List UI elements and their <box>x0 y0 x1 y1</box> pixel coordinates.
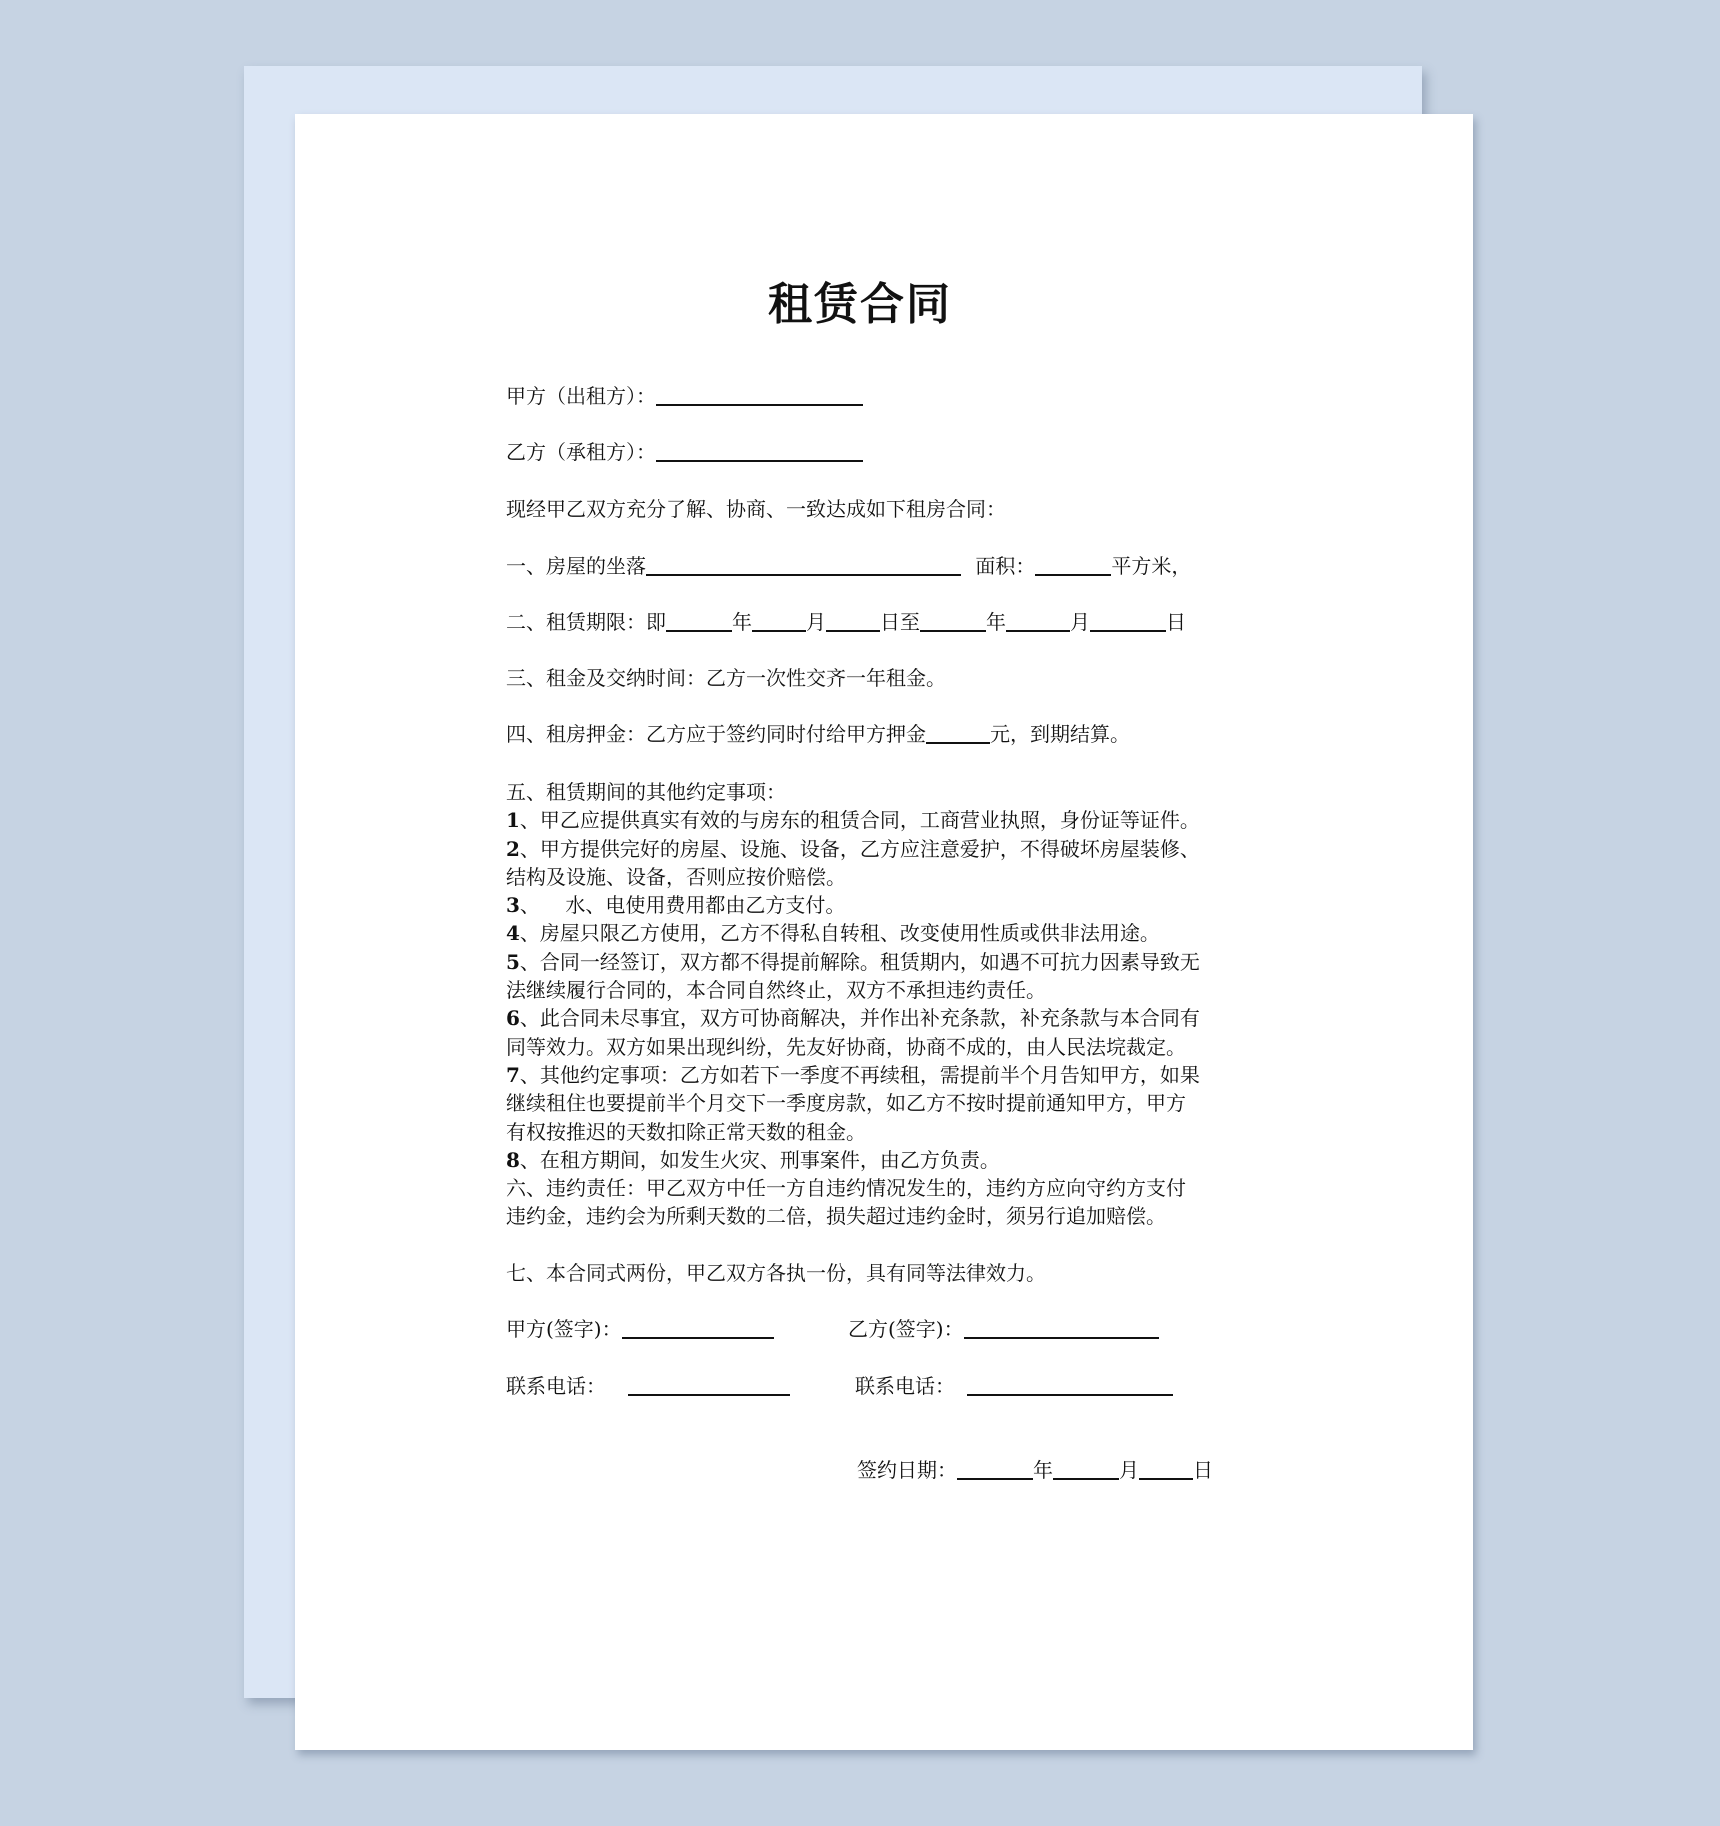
party-a-phone-blank[interactable] <box>628 1374 790 1396</box>
start-day-blank[interactable] <box>826 610 880 632</box>
list-item-continued: 同等效力。双方如果出现纠纷，先友好协商，协商不成的，由人民法垸裁定。 <box>506 1034 1186 1059</box>
area-label: 面积： <box>975 554 1036 578</box>
party-b-sign-label: 乙方(签字)： <box>848 1317 964 1341</box>
end-month-blank[interactable] <box>1006 610 1070 632</box>
party-a-phone <box>506 1372 790 1400</box>
document-title: 租赁合同 <box>768 279 952 330</box>
party-b-phone-blank[interactable] <box>967 1374 1173 1396</box>
clause-5-heading: 五、租赁期间的其他约定事项： <box>506 780 786 804</box>
sign-date-label: 签约日期： <box>857 1458 957 1482</box>
list-item-continued: 继续租住也要提前半个月交下一季度房款，如乙方不按时提前通知甲方，甲方 <box>506 1091 1186 1116</box>
month-text: 月 <box>806 610 826 634</box>
party-b-phone-label: 联系电话： <box>855 1374 955 1398</box>
party-a-label: 甲方（出租方）： <box>506 384 656 408</box>
day-text: 日 <box>1193 1458 1213 1482</box>
party-b-label: 乙方（承租方）： <box>506 440 656 464</box>
clause-1 <box>506 552 1191 580</box>
sign-day-blank[interactable] <box>1139 1458 1193 1480</box>
end-day-blank[interactable] <box>1090 610 1166 632</box>
sign-year-blank[interactable] <box>957 1458 1033 1480</box>
list-item-continued: 结构及设施、设备，否则应按价赔偿。 <box>506 864 846 889</box>
list-item: 5、合同一经签订，双方都不得提前解除。租赁期内，如遇不可抗力因素导致无 <box>506 949 1200 974</box>
clause-1-label: 一、房屋的坐落 <box>506 554 646 578</box>
party-a-sign-label: 甲方(签字)： <box>506 1317 622 1341</box>
list-item: 6、此合同未尽事宜，双方可协商解决，并作出补充条款，补充条款与本合同有 <box>506 1006 1200 1031</box>
location-blank[interactable] <box>646 554 961 576</box>
end-year-blank[interactable] <box>920 610 986 632</box>
clause-4-tail: 元，到期结算。 <box>990 722 1130 746</box>
party-b-sign <box>848 1315 1159 1343</box>
list-item: 2、甲方提供完好的房屋、设施、设备，乙方应注意爱护，不得破坏房屋装修、 <box>506 836 1200 861</box>
year-text: 年 <box>986 610 1006 634</box>
year-text: 年 <box>732 610 752 634</box>
list-item: 3、 水、电使用费用都由乙方支付。 <box>506 893 846 918</box>
sign-month-blank[interactable] <box>1053 1458 1119 1480</box>
month-text: 月 <box>1070 610 1090 634</box>
clause-4-label: 四、租房押金：乙方应于签约同时付给甲方押金 <box>506 722 926 746</box>
start-month-blank[interactable] <box>752 610 806 632</box>
year-text: 年 <box>1033 1458 1053 1482</box>
deposit-blank[interactable] <box>926 722 990 744</box>
party-a-phone-label: 联系电话： <box>506 1374 606 1398</box>
list-item-continued: 有权按推迟的天数扣除正常天数的租金。 <box>506 1119 866 1144</box>
clause-6-line: 六、违约责任：甲乙双方中任一方自违约情况发生的，违约方应向守约方支付 <box>506 1176 1186 1201</box>
party-a-blank[interactable] <box>656 384 863 406</box>
clause-7: 七、本合同式两份，甲乙双方各执一份，具有同等法律效力。 <box>506 1261 1046 1285</box>
clause-4 <box>506 720 1130 748</box>
clause-3: 三、租金及交纳时间：乙方一次性交齐一年租金。 <box>506 666 946 690</box>
day-to-text: 日至 <box>880 610 920 634</box>
list-item: 1、甲乙应提供真实有效的与房东的租赁合同，工商营业执照，身份证等证件。 <box>506 808 1200 833</box>
party-a-line <box>506 382 863 410</box>
clause-6-line: 违约金，违约会为所剩天数的二倍，损失超过违约金时，须另行追加赔偿。 <box>506 1204 1166 1229</box>
list-item-continued: 法继续履行合同的，本合同自然终止，双方不承担违约责任。 <box>506 978 1046 1003</box>
sign-date <box>857 1456 1213 1484</box>
party-b-phone <box>855 1372 1173 1400</box>
intro-text: 现经甲乙双方充分了解、协商、一致达成如下租房合同： <box>506 497 1006 521</box>
start-year-blank[interactable] <box>666 610 732 632</box>
area-unit: 平方米， <box>1111 554 1192 578</box>
area-blank[interactable] <box>1035 554 1111 576</box>
party-a-sign-blank[interactable] <box>622 1317 774 1339</box>
party-b-line <box>506 438 863 466</box>
clause-5 <box>506 778 1266 1231</box>
clause-2 <box>506 608 1186 636</box>
list-item: 4、房屋只限乙方使用，乙方不得私自转租、改变使用性质或供非法用途。 <box>506 921 1160 946</box>
list-item: 8、在租方期间，如发生火灾、刑事案件，由乙方负责。 <box>506 1147 1000 1172</box>
party-a-sign <box>506 1315 774 1343</box>
party-b-blank[interactable] <box>656 440 863 462</box>
clause-2-label: 二、租赁期限：即 <box>506 610 666 634</box>
list-item: 7、其他约定事项：乙方如若下一季度不再续租，需提前半个月告知甲方，如果 <box>506 1062 1200 1087</box>
day-text: 日 <box>1166 610 1186 634</box>
month-text: 月 <box>1119 1458 1139 1482</box>
party-b-sign-blank[interactable] <box>964 1317 1159 1339</box>
